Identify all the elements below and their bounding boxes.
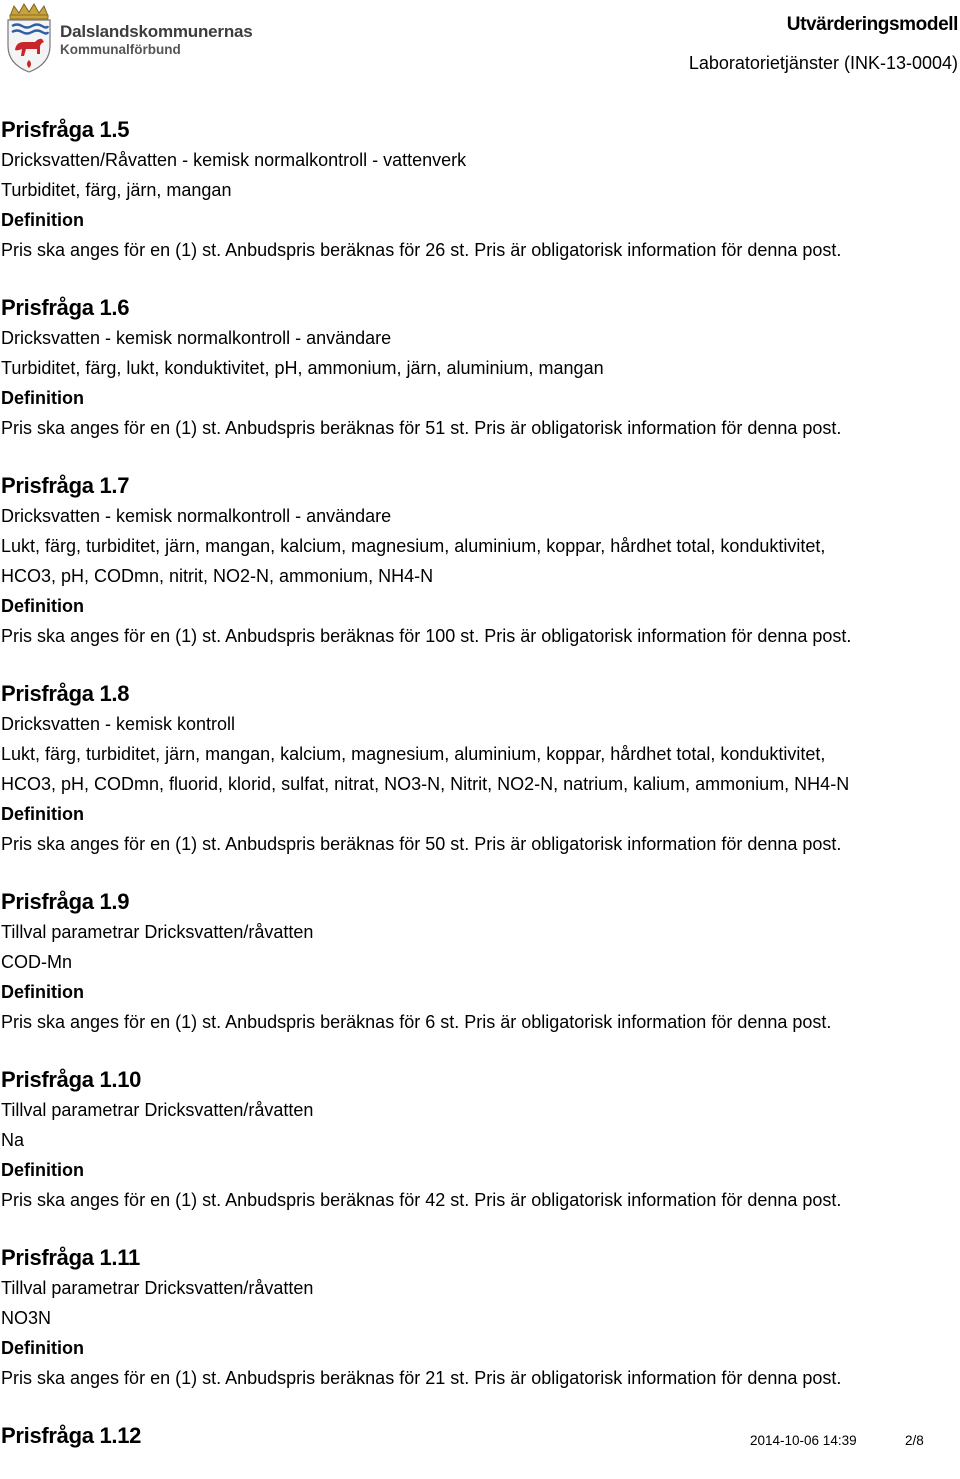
price-instruction: Pris ska anges för en (1) st. Anbudspris beräknas för 42 st. Pris är obligatorisk information för denna post.	[1, 1190, 842, 1210]
price-question-parameters: HCO3, pH, CODmn, nitrit, NO2-N, ammonium, NH4-N	[1, 566, 434, 586]
logo-subtitle: Kommunalförbund	[60, 42, 181, 57]
price-question	[1, 887, 959, 1037]
price-question-category: Tillval parametrar Dricksvatten/råvatten	[1, 922, 314, 942]
definition-heading: Definition	[1, 982, 84, 1002]
price-question-parameters: Turbiditet, färg, lukt, konduktivitet, pH, ammonium, järn, aluminium, mangan	[1, 358, 604, 378]
price-question-parameters: Lukt, färg, turbiditet, järn, mangan, kalcium, magnesium, aluminium, koppar, hårdhet total, konduktivitet,	[1, 744, 826, 764]
definition-heading: Definition	[1, 1338, 84, 1358]
price-question-parameters: NO3N	[1, 1308, 52, 1328]
price-question-title: Prisfråga 1.6	[1, 295, 130, 320]
price-question-parameters: Lukt, färg, turbiditet, järn, mangan, kalcium, magnesium, aluminium, koppar, hårdhet total, konduktivitet,	[1, 536, 826, 556]
definition-heading: Definition	[1, 388, 84, 408]
coat-of-arms-icon	[4, 2, 54, 76]
footer-timestamp: 2014-10-06 14:39	[750, 1433, 857, 1448]
price-question-parameters: Na	[1, 1130, 25, 1150]
definition-heading: Definition	[1, 1160, 84, 1180]
price-question	[1, 115, 959, 265]
document-subtitle: Laboratorietjänster (INK-13-0004)	[688, 53, 958, 73]
price-question-parameters: Turbiditet, färg, järn, mangan	[1, 180, 232, 200]
price-question-title: Prisfråga 1.8	[1, 681, 130, 706]
footer-page-number: 2/8	[905, 1433, 924, 1448]
price-question-category: Tillval parametrar Dricksvatten/råvatten	[1, 1100, 314, 1120]
definition-heading: Definition	[1, 596, 84, 616]
price-question-category: Dricksvatten - kemisk normalkontroll - användare	[1, 328, 392, 348]
price-instruction: Pris ska anges för en (1) st. Anbudspris beräknas för 26 st. Pris är obligatorisk information för denna post.	[1, 240, 842, 260]
price-instruction: Pris ska anges för en (1) st. Anbudspris beräknas för 21 st. Pris är obligatorisk information för denna post.	[1, 1368, 842, 1388]
price-question-category: Tillval parametrar Dricksvatten/råvatten	[1, 1278, 314, 1298]
price-instruction: Pris ska anges för en (1) st. Anbudspris beräknas för 6 st. Pris är obligatorisk information för denna post.	[1, 1012, 832, 1032]
price-question	[1, 1065, 959, 1215]
logo-name: Dalslandskommunernas	[60, 22, 253, 41]
price-instruction: Pris ska anges för en (1) st. Anbudspris beräknas för 50 st. Pris är obligatorisk information för denna post.	[1, 834, 842, 854]
price-question-title: Prisfråga 1.7	[1, 473, 130, 498]
price-question-category: Dricksvatten - kemisk kontroll	[1, 714, 236, 734]
definition-heading: Definition	[1, 804, 84, 824]
price-question-title: Prisfråga 1.12	[1, 1423, 142, 1448]
definition-heading: Definition	[1, 210, 84, 230]
price-question	[1, 679, 959, 859]
price-question	[1, 1243, 959, 1393]
price-question-parameters: COD-Mn	[1, 952, 72, 972]
price-question-title: Prisfråga 1.11	[1, 1245, 140, 1270]
price-question-category: Dricksvatten - kemisk normalkontroll - användare	[1, 506, 392, 526]
price-question	[1, 293, 959, 443]
organization-logo	[4, 2, 274, 76]
price-question-title: Prisfråga 1.9	[1, 889, 130, 914]
price-question-parameters: HCO3, pH, CODmn, fluorid, klorid, sulfat, nitrat, NO3-N, Nitrit, NO2-N, natrium, kalium, ammonium, NH4-N	[1, 774, 850, 794]
price-question-list	[1, 115, 959, 1479]
price-question	[1, 471, 959, 651]
price-question-title: Prisfråga 1.5	[1, 117, 130, 142]
page-header	[0, 0, 960, 80]
price-instruction: Pris ska anges för en (1) st. Anbudspris beräknas för 100 st. Pris är obligatorisk information för denna post.	[1, 626, 852, 646]
document-title: Utvärderingsmodell	[786, 14, 958, 35]
price-instruction: Pris ska anges för en (1) st. Anbudspris beräknas för 51 st. Pris är obligatorisk information för denna post.	[1, 418, 842, 438]
price-question-title: Prisfråga 1.10	[1, 1067, 142, 1092]
price-question-category: Dricksvatten/Råvatten - kemisk normalkontroll - vattenverk	[1, 150, 467, 170]
